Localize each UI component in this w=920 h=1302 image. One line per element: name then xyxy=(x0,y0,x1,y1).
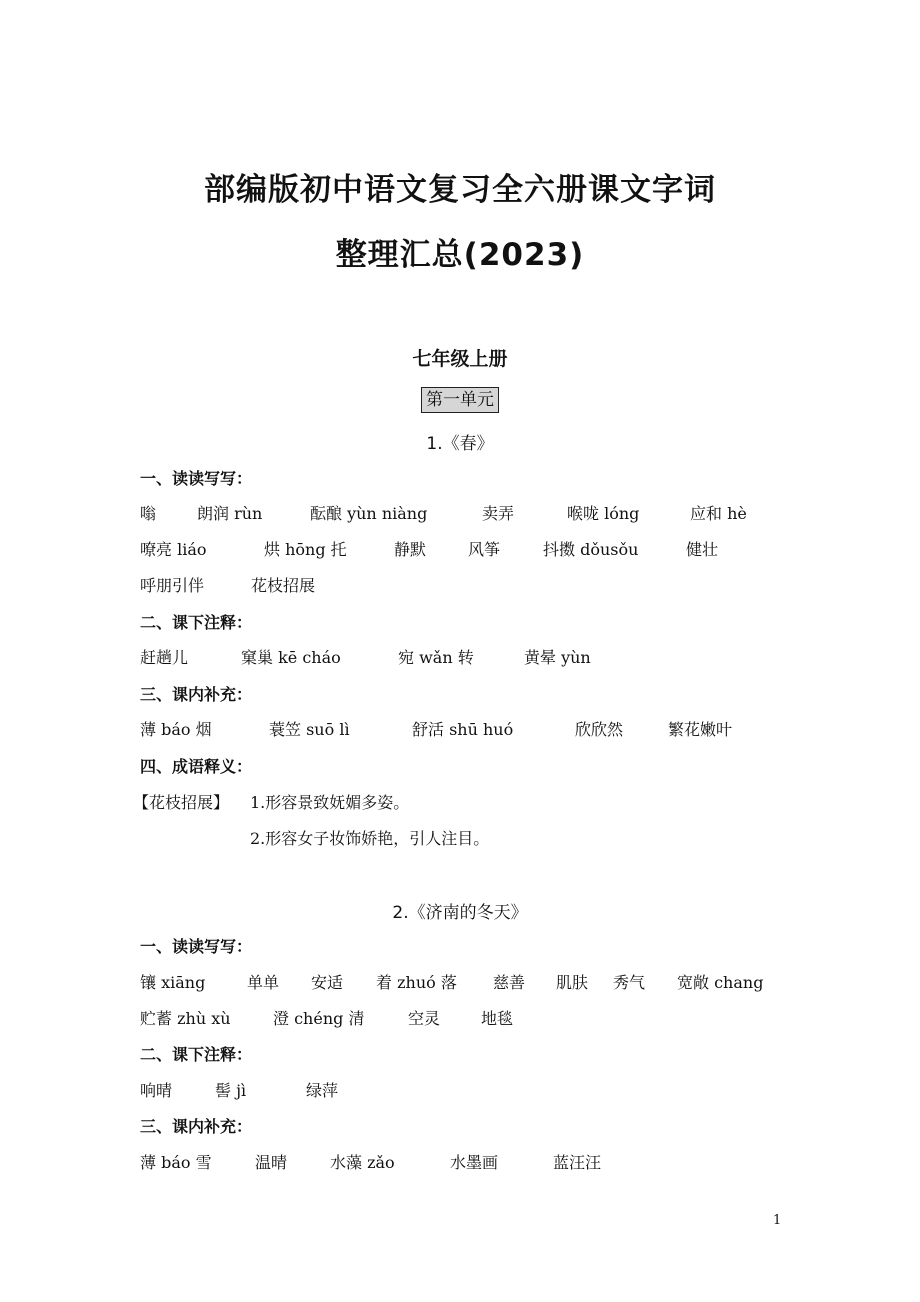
vocab-word: 窠巢 kē cháo xyxy=(241,648,341,667)
vocab-word: 呼朋引伴 xyxy=(140,576,205,595)
vocab-word: 薄 báo 雪 xyxy=(140,1153,212,1172)
vocab-word: 抖擞 dǒusǒu xyxy=(543,540,639,559)
vocab-word: 赶趟儿 xyxy=(140,648,189,667)
vocab-word: 蓝汪汪 xyxy=(553,1153,602,1172)
vocab-word: 嗡 xyxy=(140,504,157,523)
vocab-word: 宛 wǎn 转 xyxy=(398,648,474,667)
vocab-row xyxy=(140,645,840,669)
vocab-word: 薄 báo 烟 xyxy=(140,720,212,739)
vocab-word: 烘 hōng 托 xyxy=(264,540,347,559)
vocab-word: 健壮 xyxy=(686,540,719,559)
vocab-row xyxy=(140,1150,840,1174)
idiom-meaning: 2.形容女子妆饰娇艳，引人注目。 xyxy=(250,829,490,848)
vocab-word: 慈善 xyxy=(493,973,526,992)
document-title-line1: 部编版初中语文复习全六册课文字词 xyxy=(204,172,716,208)
vocab-word: 舒活 shū huó xyxy=(412,720,514,739)
grade-heading: 七年级上册 xyxy=(412,348,508,370)
vocab-row xyxy=(140,537,840,561)
vocab-word: 花枝招展 xyxy=(251,576,316,595)
vocab-word: 水墨画 xyxy=(450,1153,499,1172)
vocab-word: 绿萍 xyxy=(306,1081,339,1100)
section-heading: 二、课下注释： xyxy=(140,613,253,632)
section-heading: 四、成语释义： xyxy=(140,757,253,776)
vocab-word: 应和 hè xyxy=(690,504,747,523)
vocab-row xyxy=(140,501,840,525)
vocab-word: 繁花嫩叶 xyxy=(668,720,733,739)
section-heading: 三、课内补充： xyxy=(140,685,253,704)
section-heading: 二、课下注释： xyxy=(140,1045,253,1064)
vocab-word: 单单 xyxy=(247,973,280,992)
vocab-word: 黄晕 yùn xyxy=(524,648,591,667)
vocab-word: 响晴 xyxy=(140,1081,173,1100)
idiom-meaning: 1.形容景致妩媚多姿。 xyxy=(250,793,410,812)
section-heading: 一、读读写写： xyxy=(140,937,253,956)
lesson-title: 1.《春》 xyxy=(426,434,494,454)
vocab-row xyxy=(140,717,840,741)
vocab-row xyxy=(140,970,840,994)
vocab-word: 温晴 xyxy=(255,1153,288,1172)
vocab-row xyxy=(140,1078,840,1102)
vocab-word: 着 zhuó 落 xyxy=(376,973,457,992)
unit-heading-wrap xyxy=(0,387,920,413)
vocab-row xyxy=(140,573,840,597)
vocab-word: 髻 jì xyxy=(215,1081,247,1100)
vocab-word: 水藻 zǎo xyxy=(330,1153,395,1172)
vocab-word: 朗润 rùn xyxy=(197,504,263,523)
vocab-word: 喉咙 lóng xyxy=(567,504,640,523)
vocab-word: 地毯 xyxy=(481,1009,514,1028)
unit-heading: 第一单元 xyxy=(421,387,499,413)
vocab-word: 风筝 xyxy=(468,540,501,559)
vocab-word: 宽敞 chang xyxy=(677,973,764,992)
vocab-word: 肌肤 xyxy=(556,973,589,992)
vocab-word: 蓑笠 suō lì xyxy=(269,720,350,739)
vocab-word: 静默 xyxy=(394,540,427,559)
vocab-word: 秀气 xyxy=(613,973,646,992)
idiom-term: 【花枝招展】 xyxy=(133,793,230,812)
vocab-word: 嘹亮 liáo xyxy=(140,540,207,559)
vocab-word: 安适 xyxy=(311,973,344,992)
vocab-row xyxy=(140,1006,840,1030)
section-heading: 一、读读写写： xyxy=(140,469,253,488)
section-heading: 三、课内补充： xyxy=(140,1117,253,1136)
document-title-line2: 整理汇总(2023) xyxy=(335,237,585,273)
vocab-word: 酝酿 yùn niàng xyxy=(310,504,428,523)
vocab-word: 空灵 xyxy=(408,1009,441,1028)
page-number: 1 xyxy=(773,1213,782,1228)
vocab-word: 卖弄 xyxy=(482,504,515,523)
vocab-word: 欣欣然 xyxy=(575,720,624,739)
vocab-word: 澄 chéng 清 xyxy=(273,1009,365,1028)
vocab-word: 镶 xiāng xyxy=(140,973,206,992)
vocab-word: 贮蓄 zhù xù xyxy=(140,1009,231,1028)
lesson-title: 2.《济南的冬天》 xyxy=(392,903,528,923)
